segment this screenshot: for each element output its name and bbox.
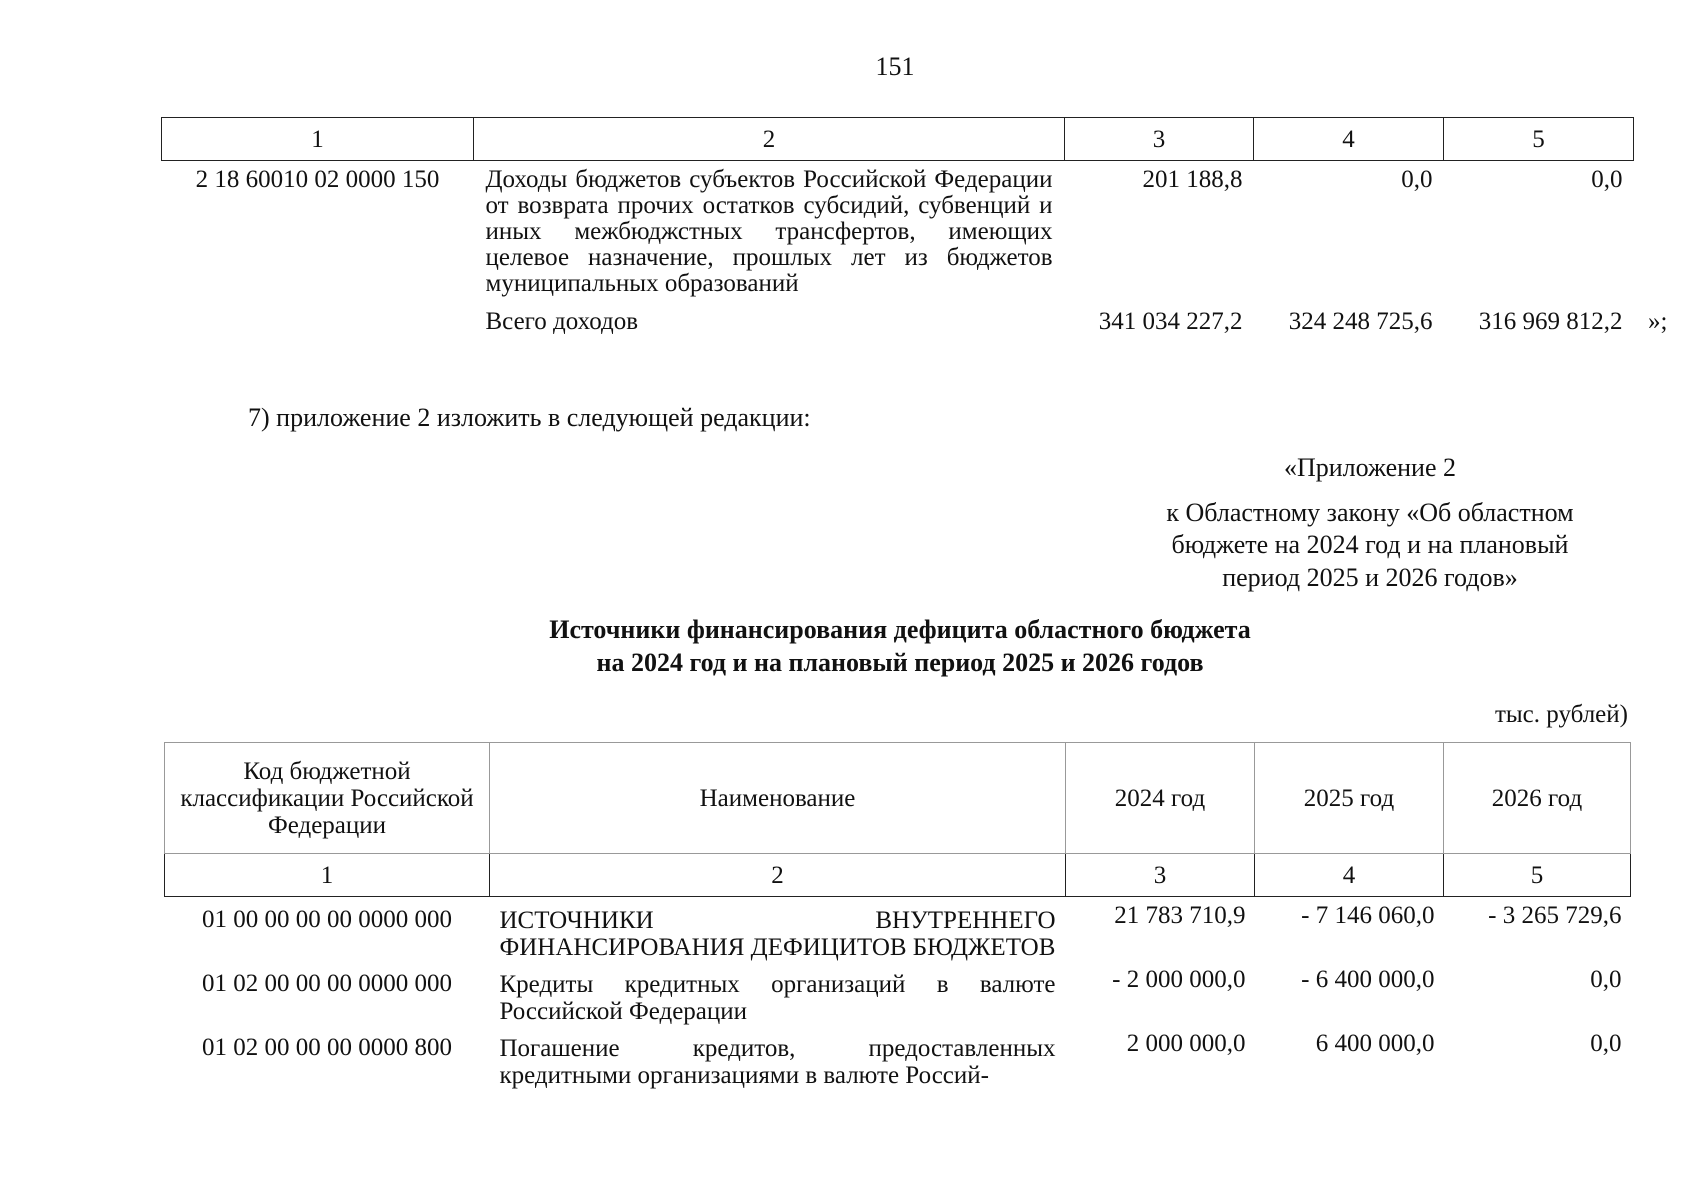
column-headers bbox=[165, 743, 1631, 854]
value-2026: 0,0 bbox=[1590, 1030, 1622, 1057]
table-header-row bbox=[162, 118, 1634, 161]
value-2024: 2 000 000,0 bbox=[1126, 1030, 1246, 1057]
appendix-line: бюджете на 2024 год и на плановый bbox=[1171, 530, 1569, 559]
row-name: Погашение кредитов, предоставленных кредитными организациями в валюте Россий- bbox=[499, 1035, 1056, 1089]
document-title: Источники финансирования дефицита областного бюджета bbox=[549, 615, 1251, 644]
value-2026: 0,0 bbox=[1590, 966, 1622, 993]
budget-code: 01 02 00 00 00 0000 800 bbox=[202, 1034, 452, 1061]
value-2026: - 3 265 729,6 bbox=[1488, 902, 1622, 929]
table-row bbox=[165, 1025, 1631, 1089]
revenue-table bbox=[161, 117, 1668, 335]
budget-code: 01 02 00 00 00 0000 000 bbox=[202, 970, 452, 997]
table-row bbox=[162, 161, 1634, 298]
row-name: Доходы бюджетов субъектов Российской Федерации от возврата прочих остатков субсидий, субвенций и иных межбюджстных трансфертов, имеющих целевое назначение, прошлых лет из бюджетов муниципальных образований bbox=[485, 166, 1053, 297]
budget-code: 01 00 00 00 00 0000 000 bbox=[202, 906, 452, 933]
column-header-name: Наименование bbox=[490, 743, 1066, 854]
column-number: 5 bbox=[1444, 854, 1631, 897]
total-2026: 316 969 812,2 bbox=[1478, 308, 1623, 335]
appendix-line: период 2025 и 2026 годов» bbox=[1222, 563, 1518, 592]
table-row bbox=[165, 961, 1631, 1025]
column-number: 2 bbox=[490, 854, 1066, 897]
quote-close: »; bbox=[1648, 308, 1668, 335]
value-2025: 0,0 bbox=[1401, 166, 1433, 193]
column-header-2025: 2025 год bbox=[1255, 743, 1444, 854]
table-header-row bbox=[165, 854, 1631, 897]
column-number: 1 bbox=[165, 854, 490, 897]
total-2025: 324 248 725,6 bbox=[1288, 308, 1433, 335]
column-number: 4 bbox=[1254, 118, 1444, 161]
total-2024: 341 034 227,2 bbox=[1098, 308, 1243, 335]
value-2024: 21 783 710,9 bbox=[1114, 902, 1246, 929]
amendment-paragraph: 7) приложение 2 изложить в следующей редакции: bbox=[248, 403, 811, 432]
document-subtitle: на 2024 год и на плановый период 2025 и 2026 годов bbox=[596, 648, 1204, 677]
column-number: 5 bbox=[1444, 118, 1634, 161]
row-name: Кредиты кредитных организаций в валюте Российской Федерации bbox=[499, 971, 1056, 1025]
financing-sources-table bbox=[164, 742, 1631, 1089]
column-number: 1 bbox=[162, 118, 474, 161]
units-label: тыс. рублей) bbox=[1494, 701, 1628, 728]
row-name: ИСТОЧНИКИ ВНУТРЕННЕГО ФИНАНСИРОВАНИЯ ДЕФИЦИТОВ БЮДЖЕТОВ bbox=[499, 907, 1056, 961]
value-2025: - 7 146 060,0 bbox=[1301, 902, 1435, 929]
column-header-code: Код бюджетной классификации Российской Федерации bbox=[165, 743, 490, 854]
total-label: Всего доходов bbox=[485, 308, 639, 335]
value-2024: 201 188,8 bbox=[1142, 166, 1243, 193]
value-2025: - 6 400 000,0 bbox=[1301, 966, 1435, 993]
page-number: 151 bbox=[875, 52, 915, 81]
column-number: 3 bbox=[1065, 118, 1254, 161]
total-row bbox=[162, 297, 1634, 335]
value-2024: - 2 000 000,0 bbox=[1112, 966, 1246, 993]
column-header-2024: 2024 год bbox=[1066, 743, 1255, 854]
column-number: 4 bbox=[1255, 854, 1444, 897]
appendix-line: к Областному закону «Об областном bbox=[1166, 498, 1574, 527]
budget-code: 2 18 60010 02 0000 150 bbox=[195, 166, 440, 193]
value-2025: 6 400 000,0 bbox=[1315, 1030, 1435, 1057]
column-header-2026: 2026 год bbox=[1444, 743, 1631, 854]
column-number: 3 bbox=[1066, 854, 1255, 897]
column-number: 2 bbox=[474, 118, 1065, 161]
table-row bbox=[165, 897, 1631, 962]
value-2026: 0,0 bbox=[1591, 166, 1623, 193]
appendix-title: «Приложение 2 bbox=[1283, 453, 1457, 482]
